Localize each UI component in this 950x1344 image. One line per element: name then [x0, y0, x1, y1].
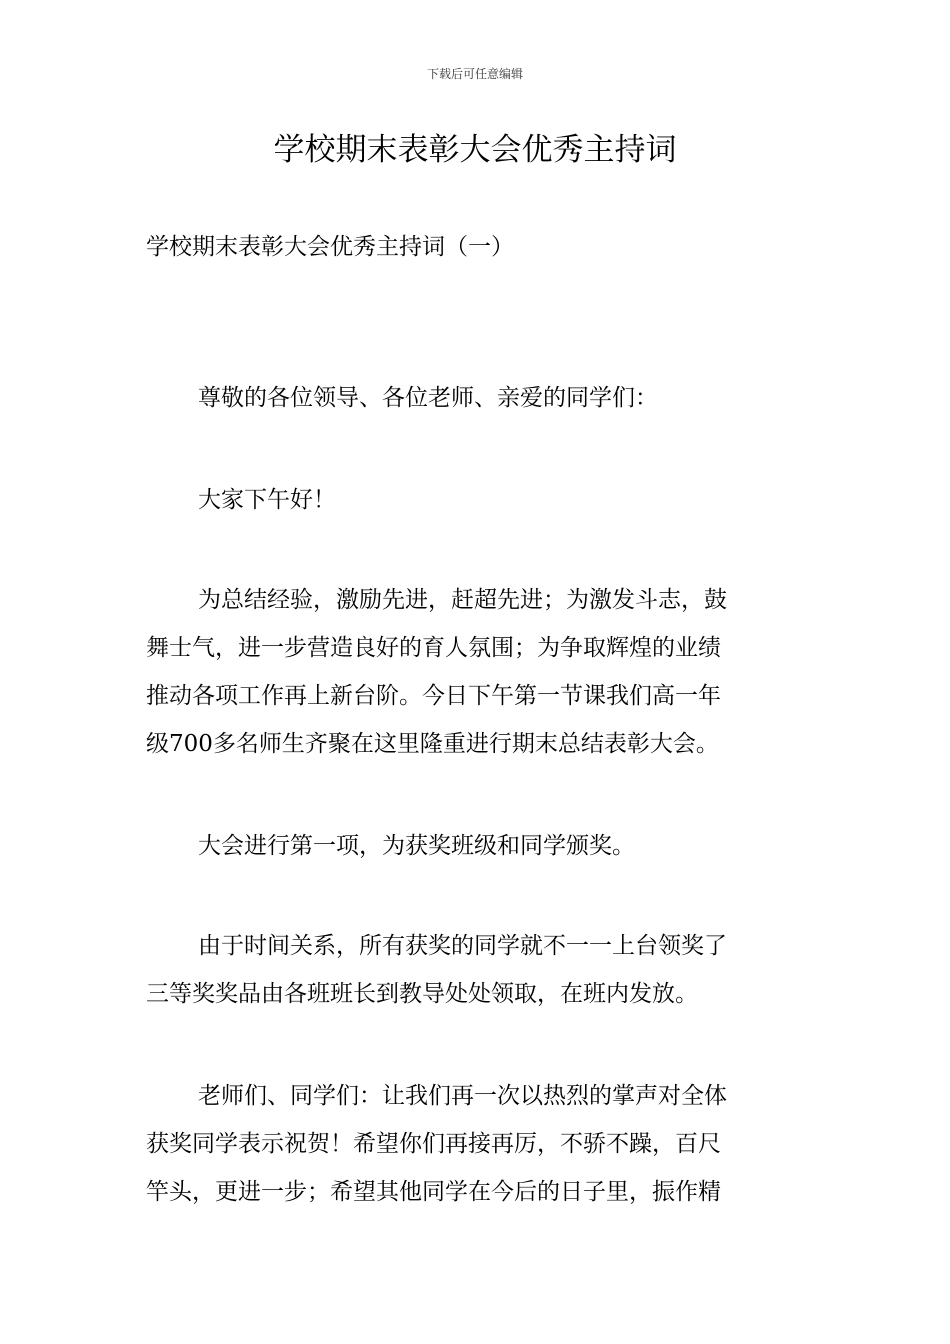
- paragraph-line: 为总结经验，激励先进，赶超先进；为激发斗志，鼓: [198, 587, 727, 613]
- paragraph-congratulations: [146, 1072, 806, 1216]
- paragraph-line: 推动各项工作再上新台阶。今日下午第一节课我们高一年: [146, 683, 721, 709]
- paragraph-line: 大会进行第一项，为获奖班级和同学颁奖。: [198, 833, 635, 859]
- paragraph-line: 级700多名师生齐聚在这里隆重进行期末总结表彰大会。: [146, 731, 719, 757]
- paragraph-salutation: [146, 476, 806, 524]
- paragraph-line: 老师们、同学们：让我们再一次以热烈的掌声对全体: [198, 1083, 727, 1109]
- paragraph-line: 竿头，更进一步；希望其他同学在今后的日子里，振作精: [146, 1179, 721, 1205]
- paragraph-line: 由于时间关系，所有获奖的同学就不一一上台领奖了: [198, 933, 727, 959]
- paragraph-line: 大家下午好！: [198, 487, 336, 513]
- section-subtitle: 学校期末表彰大会优秀主持词（一）: [146, 234, 514, 260]
- paragraph-purpose: [146, 576, 806, 768]
- paragraph-line: 获奖同学表示祝贺！希望你们再接再厉，不骄不躁，百尺: [146, 1131, 721, 1157]
- paragraph-line: 尊敬的各位领导、各位老师、亲爱的同学们：: [198, 385, 658, 411]
- paragraph-greeting: [146, 374, 806, 422]
- paragraph-line: 舞士气，进一步营造良好的育人氛围；为争取辉煌的业绩: [146, 635, 721, 661]
- paragraph-award-notice: [146, 922, 806, 1018]
- header-note: 下载后可任意编辑: [426, 67, 523, 81]
- paragraph-line: 三等奖奖品由各班班长到教导处处领取，在班内发放。: [146, 981, 698, 1007]
- paragraph-agenda-item: [146, 822, 806, 870]
- document-title: 学校期末表彰大会优秀主持词: [273, 132, 677, 168]
